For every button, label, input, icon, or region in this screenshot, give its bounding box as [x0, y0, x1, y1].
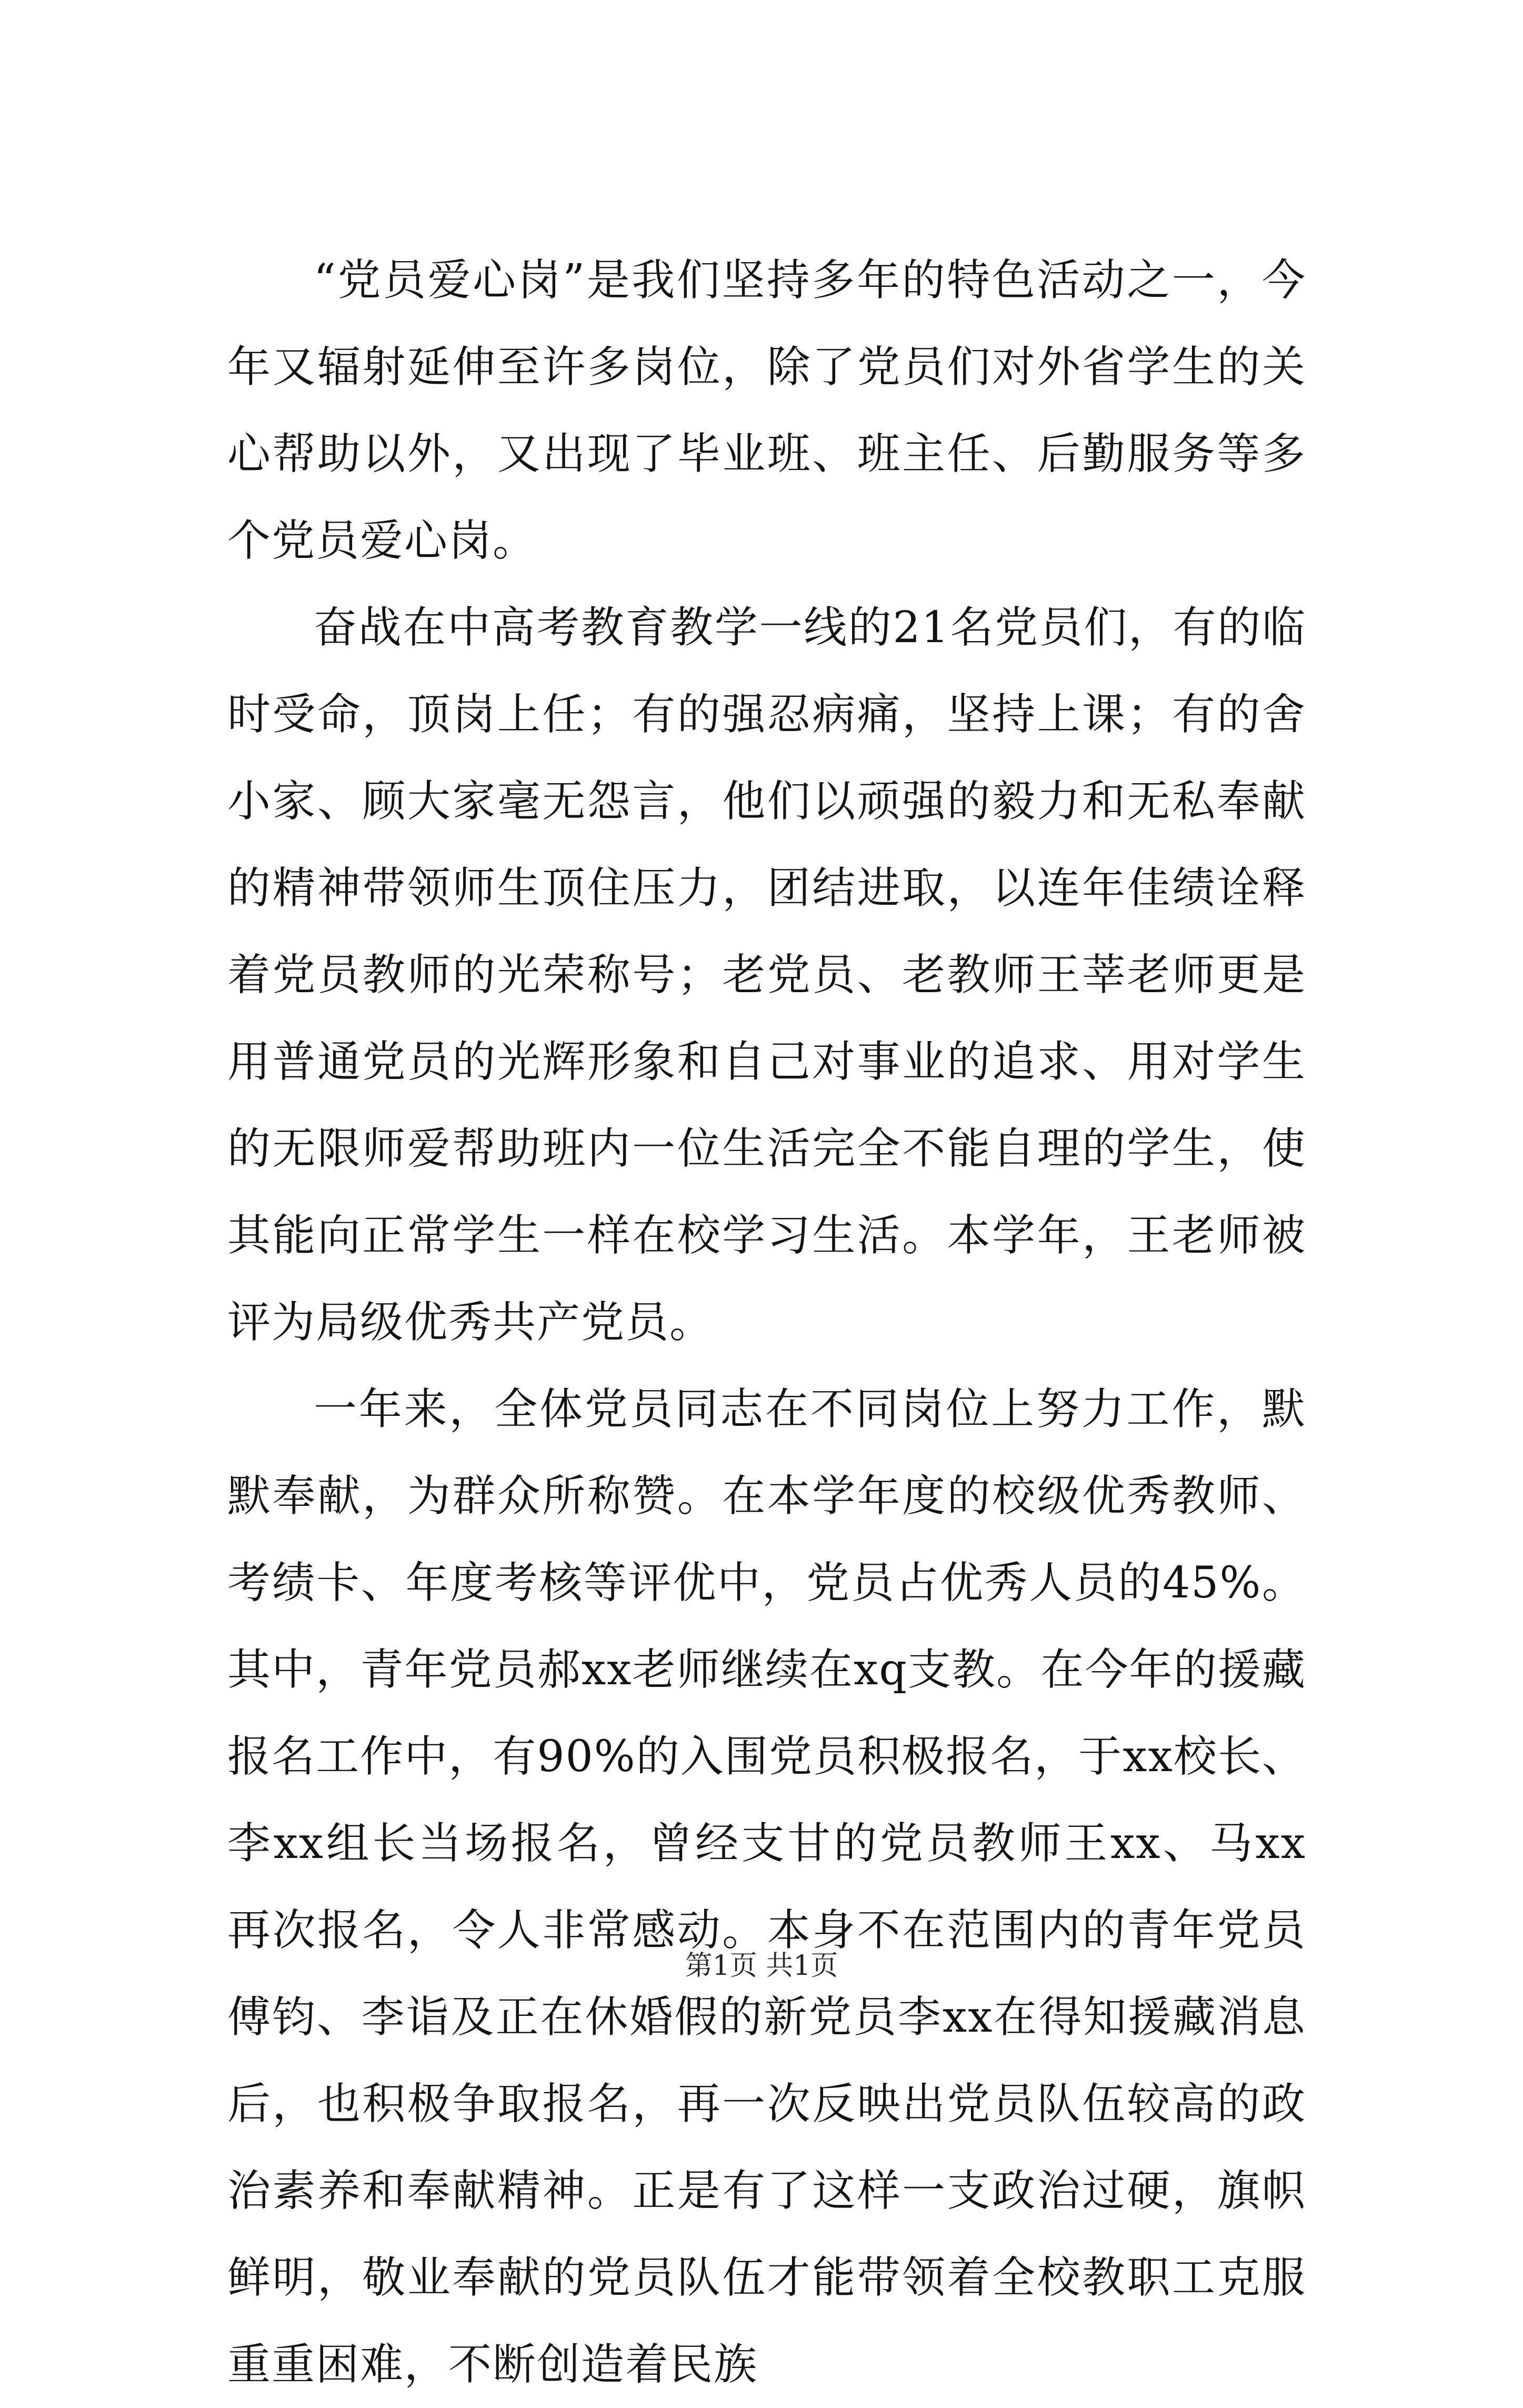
paragraph-party-care-posts: “党员爱心岗”是我们坚持多年的特色活动之一，今年又辐射延伸至许多岗位，除了党员们对外省学生的关心帮助以外，又出现了毕业班、班主任、后勤服务等多个党员爱心岗。 [227, 255, 1306, 566]
paragraph-annual-contribution: 一年来，全体党员同志在不同岗位上努力工作，默默奉献，为群众所称赞。在本学年度的校级优秀教师、考绩卡、年度考核等评优中，党员占优秀人员的45%。其中，青年党员郝xx老师继续在xq支教。在今年的援藏报名工作中，有90%的入围党员积极报名，于xx校长、李xx组长当场报名，曾经支甘的党员教师王xx、马xx再次报名，令人非常感动。本身不在范围内的青年党员傅钧、李诣及正在休婚假的新党员李xx在得知援藏消息后，也积极争取报名，再一次反映出党员队伍较高的政治素养和奉献精神。正是有了这样一支政治过硬，旗帜鲜明，敬业奉献的党员队伍才能带领着全校教职工克服重重困难，不断创造着民族 [227, 1384, 1306, 2390]
page-footer: 第1页 共1页 [685, 1950, 838, 1982]
paragraph-exam-frontline-members: 奋战在中高考教育教学一线的21名党员们，有的临时受命，顶岗上任；有的强忍病痛，坚持上课；有的舍小家、顾大家毫无怨言，他们以顽强的毅力和无私奉献的精神带领师生顶住压力，团结进取，以连年佳绩诠释着党员教师的光荣称号；老党员、老教师王莘老师更是用普通党员的光辉形象和自己对事业的追求、用对学生的无限师爱帮助班内一位生活完全不能自理的学生，使其能向正常学生一样在校学习生活。本学年，王老师被评为局级优秀共产党员。 [227, 603, 1306, 1347]
document-body [227, 237, 1306, 2408]
